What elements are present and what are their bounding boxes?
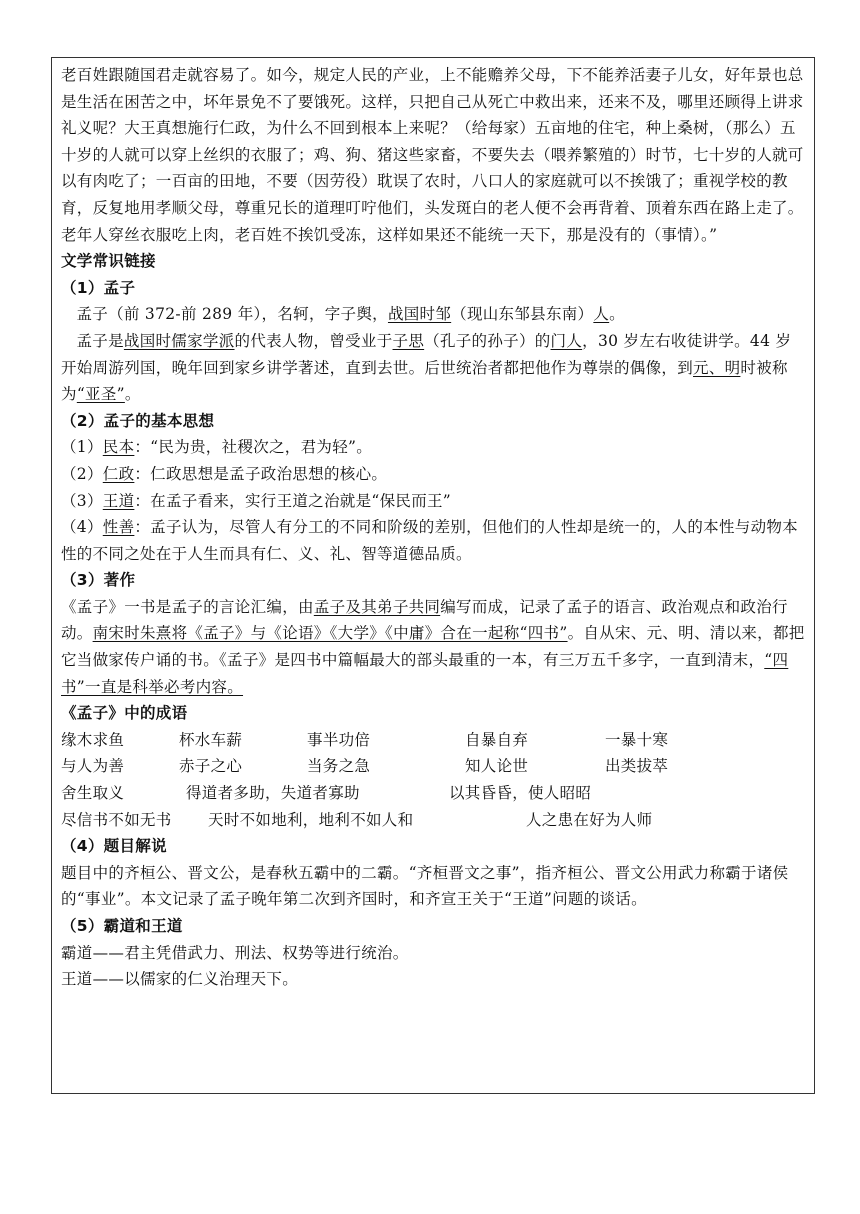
title-explain-paragraph: 题目中的齐桓公、晋文公，是春秋五霸中的二霸。“齐桓晋文之事”，指齐桓公、晋文公用武力称霸于诸侯的“事业”。本文记录了孟子晚年第二次到齐国时，和齐宣王关于“王道”问题的谈话。 (61, 863, 789, 909)
idioms-row (61, 807, 807, 834)
thought-item: （3）王道：在孟子看来，实行王道之治就是“保民而王” (61, 491, 452, 510)
translation-paragraph: 老百姓跟随国君走就容易了。如今，规定人民的产业，上不能赡养父母，下不能养活妻子儿女，好年景也总是生活在困苦之中，坏年景免不了要饿死。这样，只把自己从死亡中救出来，还来不及，哪里还顾得上讲求礼义呢？大王真想施行仁政，为什么不回到根本上来呢？（给每家）五亩地的住宅，种上桑树，（那么）五十岁的人就可以穿上丝织的衣服了；鸡、狗、猪这些家畜，不要失去（喂养繁殖的）时节，七十岁的人就可以有肉吃了；一百亩的田地，不要（因劳役）耽误了农时，八口人的家庭就可以不挨饿了；重视学校的教育，反复地用孝顺父母，尊重兄长的道理叮咛他们，头发斑白的老人便不会再背着、顶着东西在路上走了。老年人穿丝衣服吃上肉，老百姓不挨饥受冻，这样如果还不能统一天下，那是没有的（事情）。” (61, 66, 804, 244)
idioms-row (61, 727, 807, 754)
section-title-explain: （4）题目解说 (61, 837, 167, 856)
works-paragraph: 《孟子》一书是孟子的言论汇编，由孟子及其弟子共同编写而成，记录了孟子的语言、政治观点和政治行动。南宋时朱熹将《孟子》与《论语》《大学》《中庸》合在一起称“四书”。自从宋、元、明、清以来，都把它当做家传户诵的书。《孟子》是四书中篇幅最大的部头最重的一本，有三万五千多字，一直到清末，“四书”一直是科举必考内容。 (61, 597, 805, 696)
idiom: 知人论世 (465, 757, 529, 776)
idiom: 得道者多助，失道者寡助 (186, 784, 360, 803)
idiom: 赤子之心 (179, 757, 243, 776)
idiom: 当务之急 (307, 757, 371, 776)
idiom: 杯水车薪 (179, 730, 243, 749)
idiom: 人之患在好为人师 (526, 810, 653, 829)
kingly-way-line: 王道——以儒家的仁义治理天下。 (61, 970, 299, 989)
mencius-bio-paragraph: 孟子（前 372-前 289 年），名轲，字子舆，战国时邹（现山东邹县东南）人。 (76, 305, 625, 324)
idiom: 舍生取义 (61, 784, 125, 803)
idiom: 一暴十寒 (605, 730, 669, 749)
section-works-title: （3）著作 (61, 571, 136, 590)
literature-heading: 文学常识链接 (61, 252, 156, 271)
hegemony-line: 霸道——君主凭借武力、刑法、权势等进行统治。 (61, 943, 409, 962)
idioms-row (61, 753, 807, 780)
thought-item: （4）性善：孟子认为，尽管人有分工的不同和阶级的差别，但他们的人性却是统一的，人的本性与动物本性的不同之处在于人生而具有仁、义、礼、智等道德品质。 (61, 518, 798, 563)
idiom: 自暴自弃 (465, 730, 529, 749)
thought-item: （1）民本：“民为贵，社稷次之，君为轻”。 (61, 438, 373, 457)
idiom: 缘木求鱼 (61, 730, 125, 749)
section-thought-title: （2）孟子的基本思想 (61, 411, 215, 430)
thought-item: （2）仁政：仁政思想是孟子政治思想的核心。 (61, 464, 388, 483)
idiom: 尽信书不如无书 (61, 810, 172, 829)
idiom: 出类拔萃 (605, 757, 669, 776)
section-hegemony-title: （5）霸道和王道 (61, 917, 183, 935)
section-mencius-title: （1）孟子 (61, 278, 136, 297)
idiom: 以其昏昏，使人昭昭 (449, 784, 592, 803)
idiom: 与人为善 (61, 757, 125, 776)
idioms-title: 《孟子》中的成语 (61, 704, 188, 723)
idioms-row (61, 780, 807, 807)
content-cell (51, 57, 815, 1094)
idiom: 天时不如地利，地利不如人和 (208, 810, 414, 829)
mencius-life-paragraph: 孟子是战国时儒家学派的代表人物，曾受业于子思（孔子的孙子）的门人，30 岁左右收徒讲学。44 岁开始周游列国，晚年回到家乡讲学著述，直到去世。后世统治者都把他作为尊崇的偶像，到元、明时被称为“亚圣”。 (61, 331, 792, 404)
idiom: 事半功倍 (307, 730, 371, 749)
